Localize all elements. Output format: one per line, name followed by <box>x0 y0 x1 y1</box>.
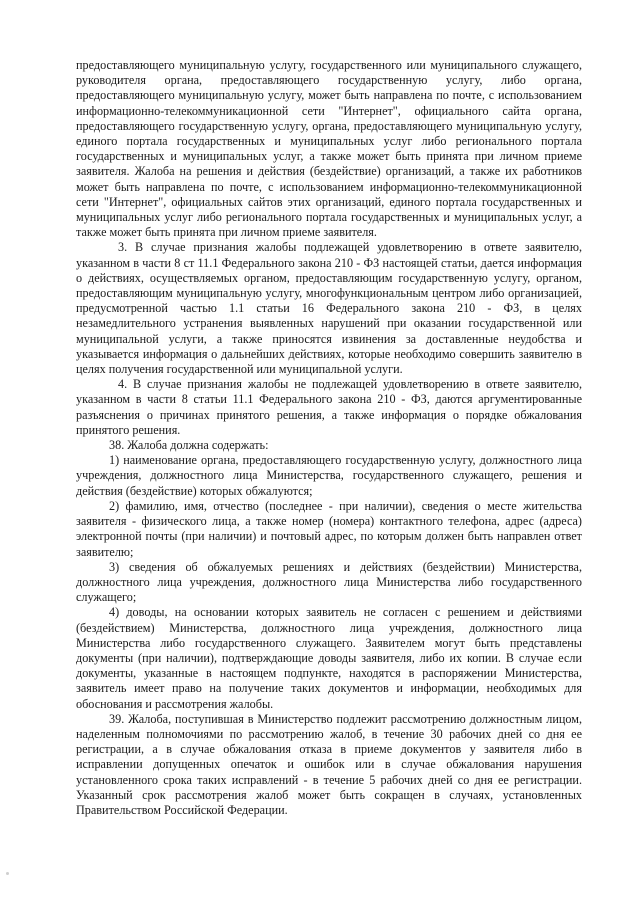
document-page <box>76 58 582 818</box>
paragraph-item-4: 4. В случае признания жалобы не подлежащей удовлетворению в ответе заявителю, указанном в части 8 статьи 11.1 Федерального закона 210 - ФЗ, даются аргументированные разъяснения о причинах принятого решения, а также информация о порядке обжалования принятого решения. <box>76 377 582 437</box>
paragraph-subitem-4: 4) доводы, на основании которых заявитель не согласен с решением и действиями (бездействием) Министерства, должностного лица учреждения, должностного лица Министерства либо государственного служащего. Заявителем могут быть представлены документы (при наличии), подтверждающие доводы заявителя, либо их копии. В случае если документы, указанные в настоящем подпункте, находятся в распоряжении Министерства, заявитель имеет право на получение таких документов и информации, необходимых для обоснования и рассмотрения жалобы. <box>76 605 582 711</box>
paragraph-subitem-2: 2) фамилию, имя, отчество (последнее - при наличии), сведения о месте жительства заявителя - физического лица, а также номер (номера) контактного телефона, адрес (адреса) электронной почты (при наличии) и почтовый адрес, по которым должен быть направлен ответ заявителю; <box>76 498 582 559</box>
paragraph-section-38-heading: 38. Жалоба должна содержать: <box>109 438 269 453</box>
paragraph-complaint-channels: предоставляющего муниципальную услугу, государственного или муниципального служащего, руководителя органа, предоставляющего государственную услугу, либо органа, предоставляющего муниципальную услугу, может быть направлена по почте, с использованием информационно-телекоммуникационной сети "Интернет", официального сайта органа, предоставляющего государственную услугу, органа, предоставляющего муниципальную услугу, единого портала государственных и муниципальных услуг либо регионального портала государственных и муниципальных услуг, а также может быть принята при личном приеме заявителя. Жалоба на решения и действия (бездействие) организаций, а также их работников может быть направлена по почте, с использованием информационно-телекоммуникационной сети "Интернет", официальных сайтов этих организаций, единого портала государственных и муниципальных услуг либо регионального портала государственных и муниципальных услуг, а также может быть принята при личном приеме заявителя. <box>76 58 582 240</box>
paragraph-section-39: 39. Жалоба, поступившая в Министерство подлежит рассмотрению должностным лицом, наделенным полномочиями по рассмотрению жалоб, в течение 30 рабочих дней со дня ее регистрации, а в случае обжалования отказа в приеме документов у заявителя либо в исправлении допущенных опечаток и ошибок или в случае обжалования нарушения установленного срока таких исправлений - в течение 5 рабочих дней со дня ее регистрации. Указанный срок рассмотрения жалоб может быть сокращен в случаях, установленных Правительством Российской Федерации. <box>76 711 582 817</box>
paragraph-subitem-3: 3) сведения об обжалуемых решениях и действиях (бездействии) Министерства, должностного лица учреждения, должностного лица Министерства либо государственного служащего; <box>76 559 582 605</box>
scan-speck <box>6 872 9 875</box>
paragraph-item-3: 3. В случае признания жалобы подлежащей удовлетворению в ответе заявителю, указанном в части 8 ст 11.1 Федерального закона 210 - ФЗ настоящей статьи, дается информация о действиях, осуществляемых органом, предоставляющим государственную услугу, органом, предоставляющим муниципальную услугу, многофункциональным центром либо организацией, предусмотренной частью 1.1 статьи 16 Федерального закона 210 - ФЗ, в целях незамедлительного устранения выявленных нарушений при оказании государственной или муниципальной услуги, а также приносятся извинения за доставленные неудобства и указывается информация о дальнейших действиях, которые необходимо совершить заявителю в целях получения государственной или муниципальной услуги. <box>76 240 582 377</box>
paragraph-subitem-1: 1) наименование органа, предоставляющего государственную услугу, должностного лица учреждения, должностного лица Министерства, государственного служащего, решения и действия (бездействие) которых обжалуются; <box>76 453 582 498</box>
